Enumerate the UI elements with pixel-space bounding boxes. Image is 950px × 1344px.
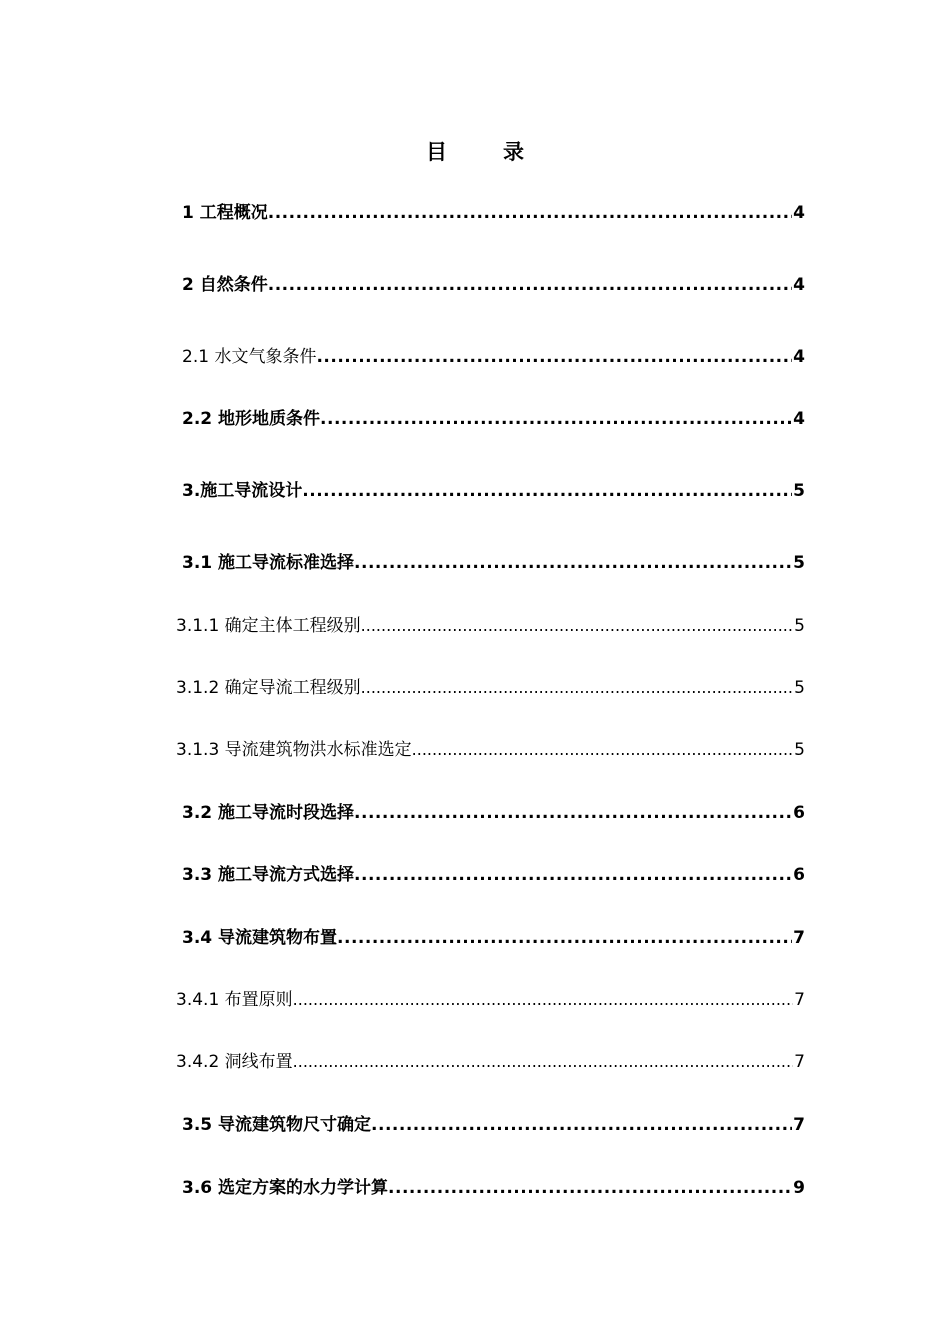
toc-entry[interactable] bbox=[182, 407, 805, 431]
toc-leader-dots bbox=[354, 801, 792, 825]
toc-entry-text: 2 自然条件 bbox=[182, 275, 268, 295]
toc-leader-dots bbox=[412, 738, 794, 762]
toc-leader-dots bbox=[293, 1050, 794, 1074]
toc-entry-text: 3.6 选定方案的水力学计算 bbox=[182, 1178, 389, 1198]
toc-entry[interactable] bbox=[182, 863, 805, 887]
toc-entry-page: 7 bbox=[794, 990, 805, 1010]
toc-entry[interactable] bbox=[176, 614, 805, 638]
toc-entry-page: 4 bbox=[793, 275, 805, 295]
toc-entry-text: 3.3 施工导流方式选择 bbox=[182, 865, 355, 885]
toc-leader-dots bbox=[302, 479, 792, 503]
toc-entry-text: 2.1 水文气象条件 bbox=[182, 347, 317, 367]
toc-leader-dots bbox=[361, 614, 794, 638]
toc-entry-page: 7 bbox=[794, 1052, 805, 1072]
toc-entry-page: 6 bbox=[793, 865, 805, 885]
toc-entry-text: 3.1.2 确定导流工程级别 bbox=[176, 678, 361, 698]
toc-entry-page: 4 bbox=[793, 409, 805, 429]
toc-entry-page: 7 bbox=[793, 1115, 805, 1135]
toc-entry-page: 9 bbox=[793, 1178, 805, 1198]
toc-title-char-2: 录 bbox=[503, 140, 524, 164]
toc-entry-text: 3.4.1 布置原则 bbox=[176, 990, 293, 1010]
toc-leader-dots bbox=[293, 988, 794, 1012]
toc-entry-text: 3.4 导流建筑物布置 bbox=[182, 928, 338, 948]
toc-entry-text: 3.1 施工导流标准选择 bbox=[182, 553, 355, 573]
toc-entry-text: 3.1.3 导流建筑物洪水标准选定 bbox=[176, 740, 412, 760]
toc-entry[interactable] bbox=[182, 1176, 805, 1200]
toc-entry[interactable] bbox=[182, 479, 805, 503]
toc-entry-text: 3.4.2 洞线布置 bbox=[176, 1052, 293, 1072]
toc-leader-dots bbox=[354, 863, 792, 887]
toc-entry-text: 3.1.1 确定主体工程级别 bbox=[176, 616, 361, 636]
toc-leader-dots bbox=[316, 345, 792, 369]
toc-entry[interactable] bbox=[182, 201, 805, 225]
toc-entry-page: 5 bbox=[793, 553, 805, 573]
toc-leader-dots bbox=[268, 201, 792, 225]
toc-entry-page: 6 bbox=[793, 803, 805, 823]
toc-leader-dots bbox=[268, 273, 792, 297]
toc-entry-text: 3.5 导流建筑物尺寸确定 bbox=[182, 1115, 372, 1135]
toc-entry[interactable] bbox=[182, 1113, 805, 1137]
toc-entry-page: 4 bbox=[793, 347, 805, 367]
toc-entry[interactable] bbox=[176, 988, 805, 1012]
toc-entry-text: 3.2 施工导流时段选择 bbox=[182, 803, 355, 823]
toc-title bbox=[0, 136, 950, 166]
toc-leader-dots bbox=[320, 407, 792, 431]
toc-entry[interactable] bbox=[176, 676, 805, 700]
toc-entry[interactable] bbox=[182, 551, 805, 575]
toc-entry-page: 5 bbox=[794, 678, 805, 698]
toc-entry-page: 5 bbox=[793, 481, 805, 501]
toc-entry[interactable] bbox=[176, 1050, 805, 1074]
toc-entry[interactable] bbox=[182, 345, 805, 369]
toc-entry[interactable] bbox=[182, 801, 805, 825]
toc-leader-dots bbox=[354, 551, 792, 575]
toc-entry-page: 5 bbox=[794, 616, 805, 636]
toc-entry-page: 4 bbox=[793, 203, 805, 223]
toc-entry[interactable] bbox=[182, 273, 805, 297]
toc-title-char-1: 目 bbox=[426, 140, 447, 164]
toc-leader-dots bbox=[361, 676, 794, 700]
toc-entry-page: 7 bbox=[793, 928, 805, 948]
toc-entry-text: 3.施工导流设计 bbox=[182, 481, 303, 501]
toc-entry-page: 5 bbox=[794, 740, 805, 760]
toc-leader-dots bbox=[388, 1176, 792, 1200]
toc-entry-text: 2.2 地形地质条件 bbox=[182, 409, 321, 429]
toc-entry-text: 1 工程概况 bbox=[182, 203, 268, 223]
toc-leader-dots bbox=[337, 926, 792, 950]
toc-entry[interactable] bbox=[182, 926, 805, 950]
toc-leader-dots bbox=[371, 1113, 792, 1137]
toc-entry[interactable] bbox=[176, 738, 805, 762]
